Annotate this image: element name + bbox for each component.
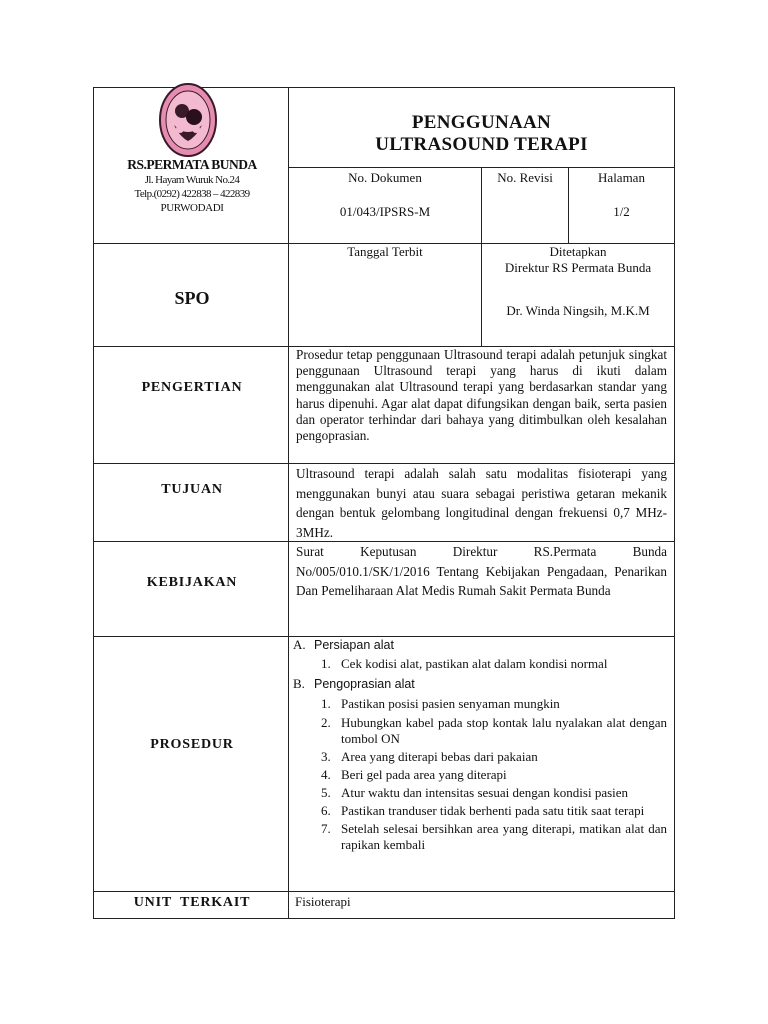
hospital-logo — [156, 81, 220, 159]
header-logo-cell — [93, 87, 289, 244]
page-label: Halaman — [598, 170, 645, 185]
list-item-number: 1. — [321, 696, 331, 711]
pengertian-label: PENGERTIAN — [141, 380, 243, 395]
list-item — [317, 785, 667, 801]
unit-terkait-value: Fisioterapi — [295, 894, 351, 909]
list-item-number: 7. — [321, 821, 331, 837]
list-item — [317, 821, 667, 853]
list-item-text: Beri gel pada area yang diterapi — [341, 766, 507, 782]
list-item-text: Pastikan tranduser tidak berhenti pada satu titik saat terapi — [341, 803, 645, 819]
list-item — [317, 696, 667, 713]
list-item-number: 3. — [321, 749, 331, 765]
list-item — [317, 767, 667, 783]
tujuan-label: TUJUAN — [161, 482, 223, 497]
prosedur-content-cell — [288, 636, 675, 892]
list-item-text: Pastikan posisi pasien senyaman mungkin — [341, 696, 560, 711]
pengertian-text: Prosedur tetap penggunaan Ultrasound terapi adalah petunjuk singkat penggunaan Ultrasound terapi yang harus di ikuti dalam menggunakan alat Ultrasound terapi yang berdasarkan standar yang harus dipenuhi. Agar alat dapat difungsikan dengan baik, serta pasien dan operator terhindar dari bahaya yang ditimbulkan oleh kesalahan pengoprasian. — [296, 347, 667, 444]
list-item-text: Area yang diterapi bebas dari pakaian — [341, 749, 538, 765]
list-item — [317, 749, 667, 765]
revision-label: No. Revisi — [497, 170, 553, 185]
list-item-text: Atur waktu dan intensitas sesuai dengan kondisi pasien — [341, 784, 629, 800]
issue-date-cell — [288, 243, 482, 347]
kebijakan-text: Surat Keputusan Direktur RS.Permata Bunda No/005/010.1/SK/1/2016 Tentang Kebijakan Pengadaan, Penarikan Dan Pemeliharaan Alat Medis Rumah Sakit Permata Bunda — [296, 544, 667, 598]
kebijakan-label: KEBIJAKAN — [146, 575, 238, 590]
prosedur-label: PROSEDUR — [150, 737, 234, 752]
section-b-marker: B. — [293, 676, 305, 691]
kebijakan-label-cell — [93, 541, 289, 637]
list-item — [317, 656, 667, 673]
list-item-text: Setelah selesai bersihkan area yang diterapi, matikan alat dan rapikan kembali — [341, 821, 667, 853]
section-b-title: Pengoprasian alat — [314, 677, 415, 691]
page-value: 1/2 — [613, 204, 630, 219]
unit-terkait-label: UNIT TERKAIT — [133, 895, 251, 910]
issue-date-label: Tanggal Terbit — [347, 244, 423, 259]
list-item-number: 6. — [321, 803, 331, 819]
list-item-text: Hubungkan kabel pada stop kontak lalu nyalakan alat dengan tombol ON — [341, 715, 667, 747]
document-title-cell — [288, 87, 675, 168]
doc-number-cell — [288, 167, 482, 244]
hospital-phone: Telp.(0292) 422838 – 422839 — [134, 188, 250, 200]
approval-title: Direktur RS Permata Bunda — [504, 260, 652, 275]
kebijakan-content-cell — [288, 541, 675, 637]
document-title-line1: PENGGUNAAN — [411, 112, 552, 133]
prosedur-label-cell — [93, 636, 289, 892]
approval-name: Dr. Winda Ningsih, M.K.M — [506, 303, 650, 318]
section-b-heading — [293, 676, 667, 693]
approval-label: Ditetapkan — [549, 244, 607, 259]
pengertian-content-cell — [288, 346, 675, 464]
list-item-text: Cek kodisi alat, pastikan alat dalam kondisi normal — [341, 656, 608, 671]
hospital-city: PURWODADI — [160, 202, 224, 214]
list-item — [317, 803, 667, 819]
tujuan-label-cell — [93, 463, 289, 542]
pengertian-label-cell — [93, 346, 289, 464]
section-a-title: Persiapan alat — [314, 638, 394, 652]
revision-cell — [481, 167, 569, 244]
section-a-heading — [293, 637, 667, 654]
list-item-number: 4. — [321, 766, 331, 782]
spo-label: SPO — [174, 288, 210, 308]
approval-cell — [481, 243, 675, 347]
unit-terkait-content-cell — [288, 891, 675, 919]
hospital-address: Jl. Hayam Wuruk No.24 — [144, 174, 240, 186]
tujuan-content-cell — [288, 463, 675, 542]
hospital-name: RS.PERMATA BUNDA — [127, 157, 257, 172]
document-title-line2: ULTRASOUND TERAPI — [375, 134, 588, 155]
page-cell — [568, 167, 675, 244]
tujuan-text: Ultrasound terapi adalah salah satu modalitas fisioterapi yang menggunakan bunyi atau suara sebagai peristiwa getaran mekanik dengan bentuk gelombang longitudinal dengan frekuensi 0,7 MHz-3MHz. — [296, 466, 667, 540]
doc-number-value: 01/043/IPSRS-M — [339, 204, 431, 219]
list-item-number: 5. — [321, 784, 331, 800]
spo-label-cell — [93, 243, 289, 347]
list-item — [317, 715, 667, 747]
section-a-marker: A. — [293, 637, 306, 652]
doc-number-label: No. Dokumen — [348, 170, 422, 185]
list-item-number: 2. — [321, 715, 331, 730]
list-item-number: 1. — [321, 656, 331, 671]
unit-terkait-label-cell — [93, 891, 289, 919]
